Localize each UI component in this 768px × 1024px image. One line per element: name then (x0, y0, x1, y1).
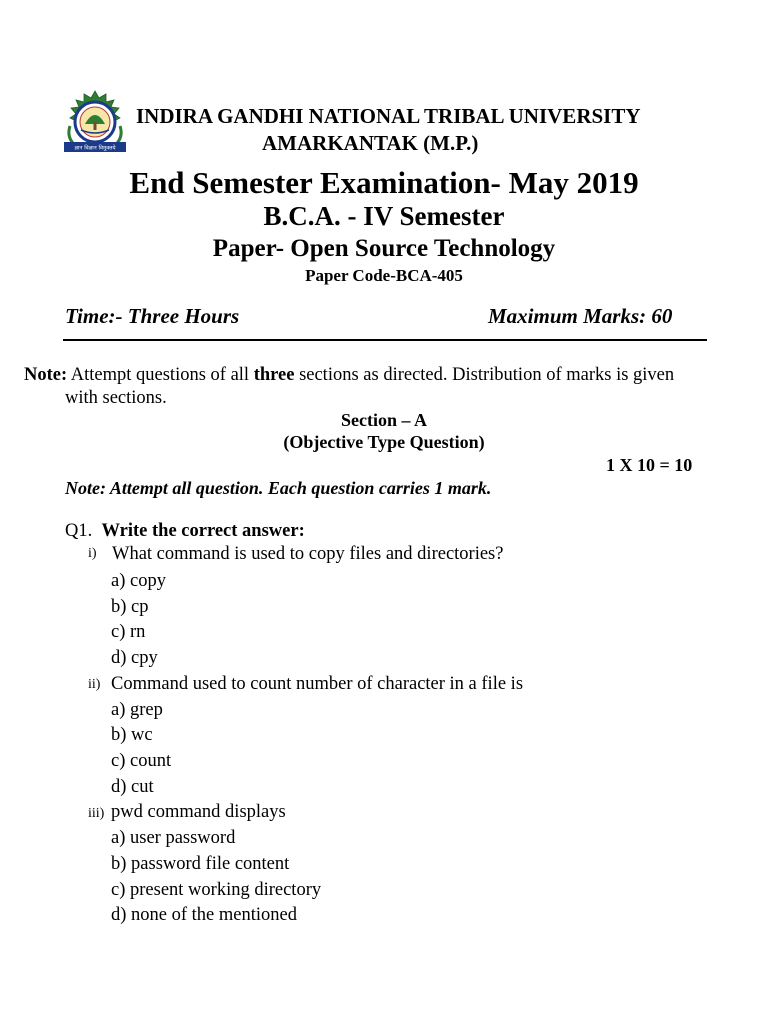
section-title: Section – A (340, 410, 427, 430)
university-name: INDIRA GANDHI NATIONAL TRIBAL UNIVERSITY (136, 104, 641, 128)
general-note (24, 365, 674, 386)
question-instruction: Write the correct answer: (101, 521, 305, 541)
university-logo (60, 88, 130, 158)
option-item: b) cp (111, 597, 149, 617)
logo-motto: ज्ञान विज्ञान विमुक्तये (74, 145, 116, 152)
sub-question-ii (88, 675, 100, 693)
option-item: c) present working directory (111, 880, 322, 900)
option-item: d) cut (111, 777, 154, 797)
paper-title: Paper- Open Source Technology (212, 235, 556, 262)
sub-question-text: Command used to count number of character in a file is (111, 674, 524, 694)
note-text-after: sections as directed. Distribution of marks is given (294, 365, 675, 385)
section-subtitle: (Objective Type Question) (283, 432, 485, 452)
question-1-heading (65, 521, 305, 542)
semester-title: B.C.A. - IV Semester (263, 201, 505, 231)
general-note-continuation: with sections. (65, 388, 167, 408)
sub-question-text: What command is used to copy files and directories? (112, 544, 504, 564)
sub-question-iii (88, 804, 104, 822)
maximum-marks: Maximum Marks: 60 (488, 304, 673, 328)
section-note: Note: Attempt all question. Each question carries 1 mark. (65, 478, 492, 498)
option-item: d) none of the mentioned (111, 905, 297, 925)
exam-duration: Time:- Three Hours (65, 304, 240, 328)
option-item: a) user password (111, 828, 236, 848)
exam-title: End Semester Examination- May 2019 (129, 165, 639, 200)
option-item: a) grep (111, 700, 163, 720)
note-text-before: Attempt questions of all (67, 365, 254, 385)
sub-question-number: i) (88, 546, 97, 561)
note-emphasis: three (253, 365, 295, 385)
question-number: Q1. (65, 521, 93, 541)
sub-question-i (88, 544, 97, 562)
header-divider (63, 339, 707, 341)
option-item: b) password file content (111, 854, 290, 874)
option-item: d) cpy (111, 648, 158, 668)
option-item: a) copy (111, 571, 166, 591)
sub-question-text: pwd command displays (111, 802, 286, 822)
option-item: b) wc (111, 725, 153, 745)
option-item: c) count (111, 751, 172, 771)
section-marks: 1 X 10 = 10 (606, 455, 693, 475)
sub-question-number: iii) (88, 806, 105, 821)
paper-code: Paper Code-BCA-405 (305, 266, 463, 285)
note-label: Note: (24, 365, 68, 385)
university-location: AMARKANTAK (M.P.) (262, 131, 479, 155)
sub-question-number: ii) (88, 677, 101, 692)
option-item: c) rn (111, 622, 146, 642)
